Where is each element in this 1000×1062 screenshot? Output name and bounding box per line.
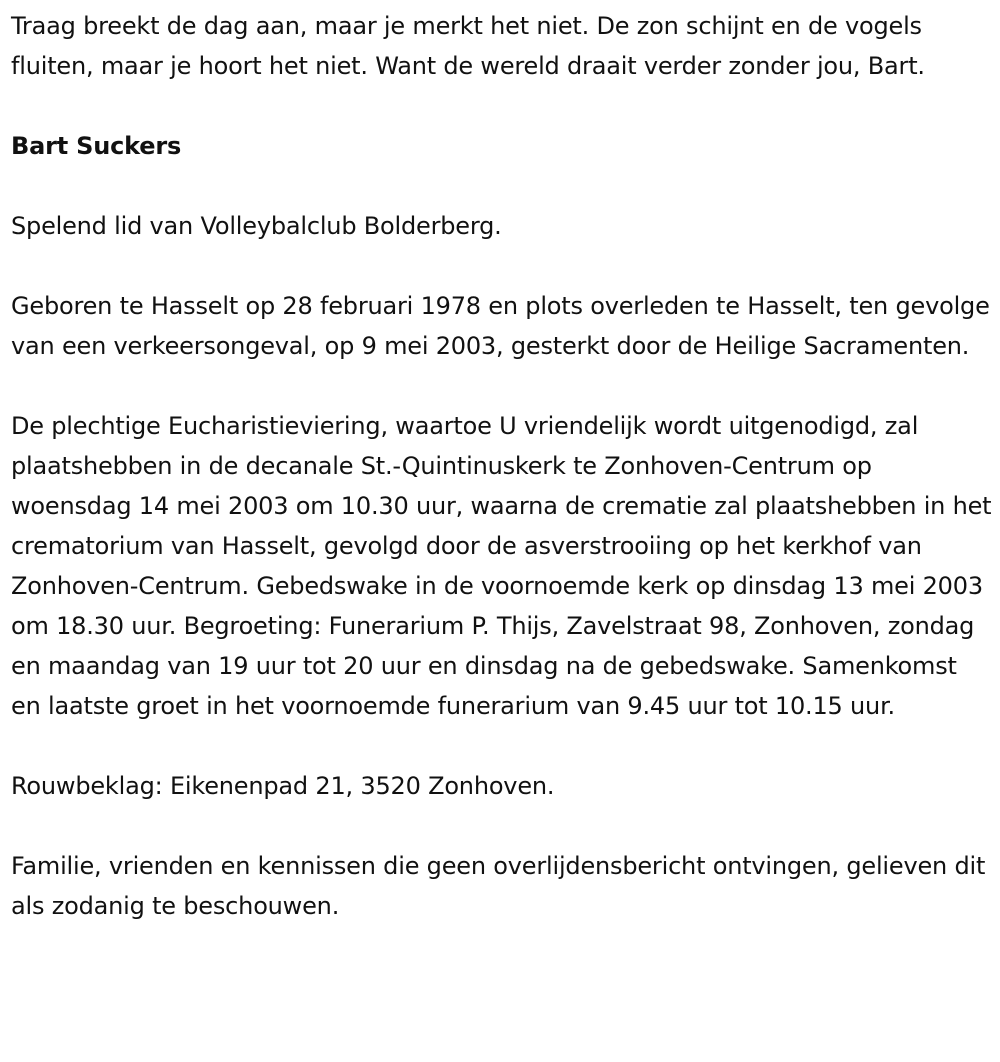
intro-paragraph: Traag breekt de dag aan, maar je merkt het niet. De zon schijnt en de vogels fluiten, maar je hoort het niet. Want de wereld draait verder zonder jou, Bart. (11, 12, 925, 80)
closing-note: Familie, vrienden en kennissen die geen overlijdensbericht ontvingen, gelieven dit als zodanig te beschouwen. (11, 852, 986, 920)
deceased-name: Bart Suckers (11, 132, 182, 160)
condolence-address: Rouwbeklag: Eikenenpad 21, 3520 Zonhoven. (11, 772, 555, 800)
ceremony-paragraph: De plechtige Eucharistieviering, waartoe U vriendelijk wordt uitgenodigd, zal plaatshebben in de decanale St.-Quintinuskerk te Zonhoven-Centrum op woensdag 14 mei 2003 om 10.30 uur, waarna de crematie zal plaatshebben in het crematorium van Hasselt, gevolgd door de asverstrooiing op het kerkhof van Zonhoven-Centrum. Gebedswake in de voornoemde kerk op dinsdag 13 mei 2003 om 18.30 uur. Begroeting: Funerarium P. Thijs, Zavelstraat 98, Zonhoven, zondag en maandag van 19 uur tot 20 uur en dinsdag na de gebedswake. Samenkomst en laatste groet in het voornoemde funerarium van 9.45 uur tot 10.15 uur. (11, 412, 992, 720)
membership-paragraph: Spelend lid van Volleybalclub Bolderberg. (11, 212, 502, 240)
birth-death-paragraph: Geboren te Hasselt op 28 februari 1978 en plots overleden te Hasselt, ten gevolge van een verkeersongeval, op 9 mei 2003, gesterkt door de Heilige Sacramenten. (11, 292, 990, 360)
